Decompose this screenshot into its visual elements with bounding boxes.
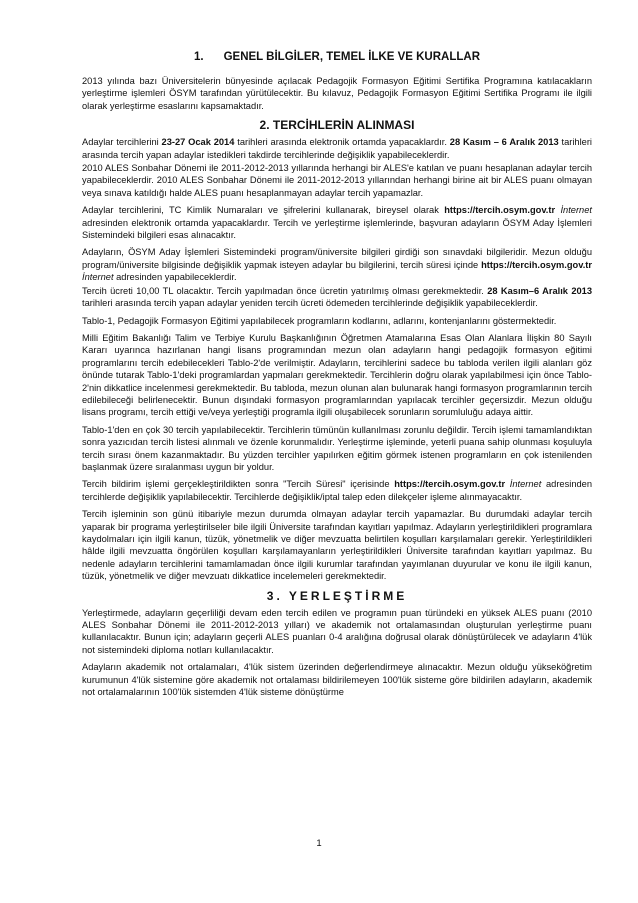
paragraph-tercih-sayisi: Tablo-1'den en çok 30 tercih yapılabilecektir. Tercihlerin tümünün kullanılması zorunlu değildir. Tercih işlemi tamamlandıktan sonra yazıcıdan tercih listesi alınmalı ve özenle korunmalıdır. Yerleştirme işleminde, yeterli puana sahip olunması koşuluyla tercih sırası önem kazanmaktadır. Bu yüzden tercihler yapılırken eğitim görmek istenen programların en çok istenilenden başlanmak üzere sıralanması uygun bir yoldur.: [82, 424, 592, 472]
paragraph-tercih-ucreti: Tercih ücreti 10,00 TL olacaktır. Tercih yapılmadan önce ücretin yatırılmış olması gerekmektedir. 28 Kasım–6 Aralık 2013 tarihleri arasında tercih yapan adaylar yeniden tercih ücreti ödemeden tercihlerinde değişiklik yapabileceklerdir.: [82, 285, 592, 309]
paragraph-mezun-durumu: Tercih işleminin son günü itibariyle mezun durumda olmayan adaylar tercih yapamazlar. Bu durumdaki adaylar tercih yaparak bir programa yerleştirilseler bile ilgili Üniversite tarafından kayıtları yapılmaz. Adayların yerleştirildikleri programlara kaydolmaları için ilgili kanun, tüzük, yönetmelik ve diğer mevzuatta belirtilen koşulları karşılamaları gerekir. Yerleştirildikleri hâlde ilgili mevzuatta öngörülen koşulları karşılamayanların yerleştirildikleri Üniversite tarafından kayıtları yapılmaz. Bu nedenle adayların tercihlerini tamamlamadan önce ilgili kurumlar tarafından yayımlanan duyurular ve konu ile ilgili kanun, tüzük, yönetmelik ve diğer mevzuatı dikkatlice incelemeleri gerekmektedir.: [82, 509, 592, 582]
paragraph-tercih-degisiklik: Tercih bildirim işlemi gerçekleştirildikten sonra "Tercih Süresi" içerisinde https://tercih.osym.gov.tr İnternet adresinden tercihlerde değişiklik yapılabilecektir. Tercihlerde değişiklik/iptal talep eden dilekçeler işleme alınmayacaktır.: [82, 479, 592, 502]
paragraph-meb-karar: Milli Eğitim Bakanlığı Talim ve Terbiye Kurulu Başkanlığının Öğretmen Atamalarına Esas Olan Alanlara İlişkin 80 Sayılı Kararı uyarınca hazırlanan hangi lisans programından mezun olan adayların hangi pedagojik formasyon eğitimi programlarını tercih edebilecekleri Tablo-2'de verilmiştir. Adayların, tercihlerini sadece bu tabloda verilen ilgili alanları göz önünde tutarak Tablo-1'deki programlardan yapmaları gerekmektedir. Tercihlerin doğru olarak yapılabilmesi için önce Tablo-2'nin dikkatlice incelenmesi gerekmektedir. Bu tabloda, mezun olunan alan bulunarak hangi formasyon programlarının tercih edilebileceği belirlenecektir. Bunun dışındaki formasyon programlarından yapılacak tercihler geçersizdir. Mezun olduğu lisans programı, tercih ettiği ve/veya yerleştiği programla ilgili oluşabilecek sorunların sorumluluğu adaya aittir.: [82, 332, 592, 418]
tercih-url-link[interactable]: https://tercih.osym.gov.tr: [444, 205, 556, 216]
paragraph-tercih-dates: Adaylar tercihlerini 23-27 Ocak 2014 tarihleri arasında elektronik ortamda yapacaklardır. 28 Kasım – 6 Aralık 2013 tarihleri arasında tercih yapan adaylar istedikleri takdirde tercihlerinde değişiklik yapabileceklerdir.: [82, 137, 592, 160]
page-number: 1: [316, 838, 322, 849]
document-page: [82, 50, 592, 703]
paragraph-ales-eligibility: 2010 ALES Sonbahar Dönemi ile 2011-2012-2013 yıllarında herhangi bir ALES'e katılan ve puanı hesaplanan adaylar tercih yapabileceklerdir. 2010 ALES Sonbahar Dönemi ile 2011-2012-2013 yıllarından herhangi birine ait bir ALES puanı olmayan veya sınava katıldığı halde ALES puanı hesaplanmayan adaylar tercih yapamazlar.: [82, 163, 592, 198]
section-heading-1: [82, 50, 592, 64]
intro-paragraph: 2013 yılında bazı Üniversitelerin bünyesinde açılacak Pedagojik Formasyon Eğitimi Sertifika Programına katılacakların yerleştirme işlemleri ÖSYM tarafından yürütülecektir. Bu kılavuz, Pedagojik Formasyon Eğitimi Sertifika Programı ile ilgili olarak yerleştirme esaslarını kapsamaktadır.: [82, 76, 592, 111]
paragraph-online-tercih: Adaylar tercihlerini, TC Kimlik Numaraları ve şifrelerini kullanarak, bireysel olarak https://tercih.osym.gov.tr İnternet adresinden elektronik ortamda yapacaklardır. Tercih ve yerleştirme işlemlerinde, başvuran adayların ÖSYM Aday İşlemleri Sistemindeki bilgileri esas alınacaktır.: [82, 205, 592, 241]
tercih-url-link[interactable]: https://tercih.osym.gov.tr: [394, 479, 506, 490]
paragraph-akademik-not: Adayların akademik not ortalamaları, 4'lük sistem üzerinden değerlendirmeye alınacaktır. Mezun olduğu yükseköğretim kurumunun 4'lük sistemine göre akademik not ortalaması bildirilemeyen 100'lük sisteme göre bildirilen adayların, akademik not ortalamalarının 100'lük sistemden 4'lük sisteme dönüştürme: [82, 662, 592, 698]
paragraph-tablo-1: Tablo-1, Pedagojik Formasyon Eğitimi yapılabilecek programların kodlarını, adlarını, kontenjanlarını göstermektedir.: [82, 315, 557, 326]
paragraph-yerlestirme-puani: Yerleştirmede, adayların geçerliliği devam eden tercih edilen ve programın puan türündeki en yüksek ALES puanı (2010 ALES Sonbahar Dönemi ile 2011-2012-2013 yılları) ve akademik not ortalamasından oluşturulan yerleştirme puanı kullanılacaktır. Bunun için; adayların geçerli ALES puanları 0-4 aralığına doğrusal olarak dönüştürülecek ve adayların 4'lük not sistemindeki diploma notları kullanılacaktır.: [82, 607, 592, 655]
tercih-url-link[interactable]: https://tercih.osym.gov.tr: [481, 259, 592, 270]
section-heading-2: 2. TERCİHLERİN ALINMASI: [259, 118, 415, 133]
section-title: GENEL BİLGİLER, TEMEL İLKE VE KURALLAR: [223, 51, 480, 63]
section-number: 1.: [193, 51, 204, 63]
section-heading-3: 3. YERLEŞTİRME: [266, 588, 408, 603]
paragraph-aday-islemleri: Adayların, ÖSYM Aday İşlemleri Sistemindeki program/üniversite bilgileri girdiği son sınavdaki bilgileridir. Mezun olduğu program/üniversite bilgisinde değişiklik yapmak isteyen adaylar bu bilgilerini, tercih süresi içinde https://tercih.osym.gov.tr İnternet adresinden yapabileceklerdir.: [82, 247, 592, 283]
